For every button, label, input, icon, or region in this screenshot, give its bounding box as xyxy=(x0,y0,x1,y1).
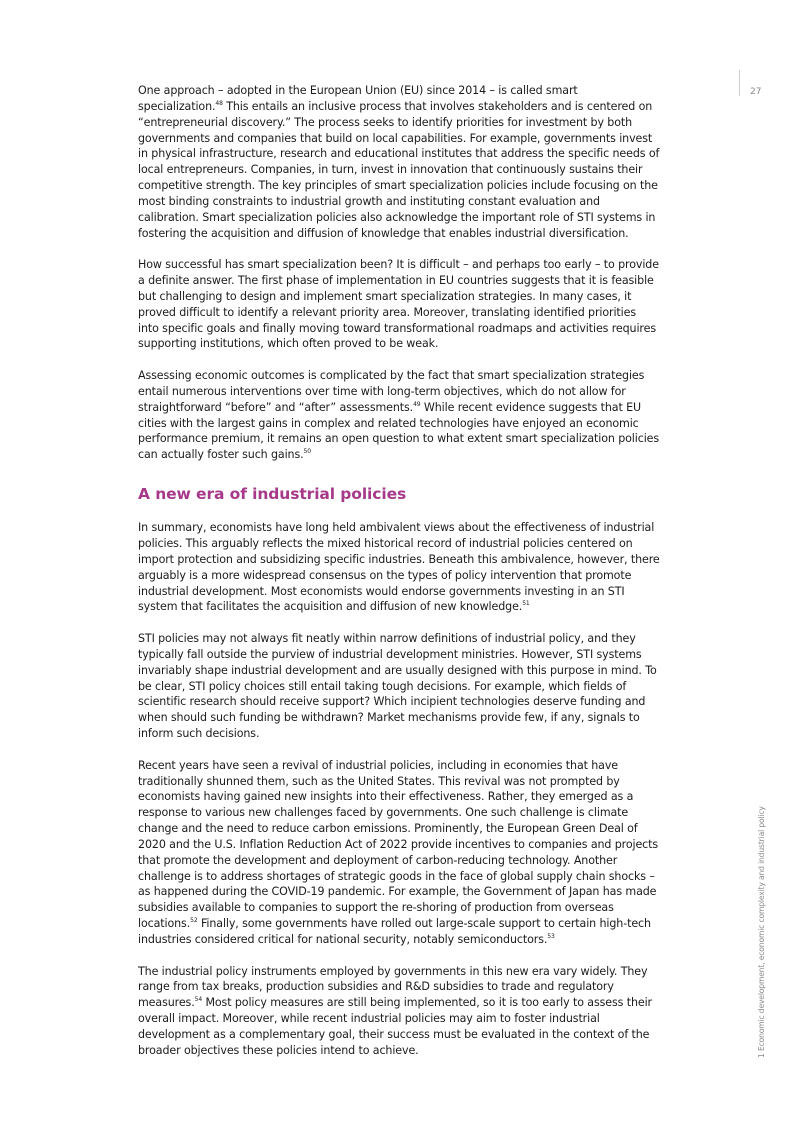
footnote-ref[interactable]: 48 xyxy=(215,99,223,107)
footnote-ref[interactable]: 51 xyxy=(522,600,530,608)
footnote-ref[interactable]: 50 xyxy=(303,448,311,456)
footnote-ref[interactable]: 49 xyxy=(413,400,421,408)
footnote-ref[interactable]: 52 xyxy=(190,917,198,925)
paragraph: One approach – adopted in the European Union (EU) since 2014 – is called smart specialization.$^{48}$ This entails an inclusive process that involves stakeholders and is centered on “entrepreneurial discovery.” The process seeks to identify priorities for investment by both governments and companies that build on local capabilities. For example, governments invest in physical infrastructure, research and educational institutes that address the specific needs of local entrepreneurs. Companies, in turn, invest in innovation that continuously sustains their competitive strength. The key principles of smart specialization policies include focusing on the most binding constraints to industrial growth and instituting constant evaluation and calibration. Smart specialization policies also acknowledge the important role of STI systems in fostering the acquisition and diffusion of knowledge that enables industrial diversification. xyxy=(138,84,660,240)
footnote-ref[interactable]: 53 xyxy=(547,933,555,940)
paragraph: The industrial policy instruments employed by governments in this new era vary widely. They range from tax breaks, production subsidies and R&D subsidies to trade and regulatory measures.$^{54}$ Most policy measures are still being implemented, so it is too early to assess their overall impact. Moreover, while recent industrial policies may aim to foster industrial development as a complementary goal, their success must be evaluated in the context of the broader objectives these policies intend to achieve. xyxy=(138,964,652,1057)
section-heading: A new era of industrial policies xyxy=(138,485,407,504)
paragraph: STI policies may not always fit neatly within narrow definitions of industrial policy, and they typically fall outside the purview of industrial development ministries. However, STI systems invariably shape industrial development and are usually designed with this purpose in mind. To be clear, STI policy choices still entail taking tough decisions. For example, which fields of scientific research should receive support? Which incipient technologies deserve funding and when should such funding be withdrawn? Market mechanisms provide few, if any, signals to inform such decisions. xyxy=(138,632,657,741)
page-number: 27 xyxy=(750,87,762,97)
paragraph: How successful has smart specialization been? It is difficult – and perhaps too early – to provide a definite answer. The first phase of implementation in EU countries suggests that it is feasible but challenging to design and implement smart specialization strategies. In many cases, it proved difficult to identify a relevant priority area. Moreover, translating identified priorities into specific goals and finally moving toward transformational roadmaps and activities requires supporting institutions, which often proved to be weak. xyxy=(138,258,659,351)
header-divider xyxy=(739,70,740,96)
running-header: 1 Economic development, economic complexity and industrial policy xyxy=(757,806,766,1058)
paragraph: In summary, economists have long held ambivalent views about the effectiveness of industrial policies. This arguably reflects the mixed historical record of industrial policies centered on import protection and subsidizing specific industries. Beneath this ambivalence, however, there arguably is a more widespread consensus on the types of policy intervention that promote industrial development. Most economists would endorse governments investing in an STI system that facilitates the acquisition and diffusion of new knowledge.$^{51}$ xyxy=(138,521,660,614)
body-text xyxy=(138,83,660,1075)
footnote-ref[interactable]: 54 xyxy=(194,996,203,1004)
paragraph: Recent years have seen a revival of industrial policies, including in economies that have traditionally shunned them, such as the United States. This revival was not prompted by economists having gained new insights into their effectiveness. Rather, they emerged as a response to various new challenges faced by governments. One such challenge is climate change and the need to reduce carbon emissions. Prominently, the European Green Deal of 2020 and the U.S. Inflation Reduction Act of 2022 provide incentives to companies and projects that promote the development and deployment of carbon-reducing technology. Another challenge is to address shortages of strategic goods in the face of global supply chain shocks – as happened during the COVID-19 pandemic. For example, the Government of Japan has made subsidies available to companies to support the re-shoring of production from overseas locations.$^{52}$ Finally, some governments have rolled out large-scale support to certain high-tech industries considered critical for national security, notably semiconductors.$^{53}$ xyxy=(138,758,659,946)
paragraph: Assessing economic outcomes is complicated by the fact that smart specialization strategies entail numerous interventions over time with long-term objectives, which do not allow for straightforward “before” and “after” assessments.$^{49}$ While recent evidence suggests that EU cities with the largest gains in complex and related technologies have enjoyed an economic performance premium, it remains an open question to what extent smart specialization policies can actually foster such gains.$^{50}$ xyxy=(138,369,660,462)
